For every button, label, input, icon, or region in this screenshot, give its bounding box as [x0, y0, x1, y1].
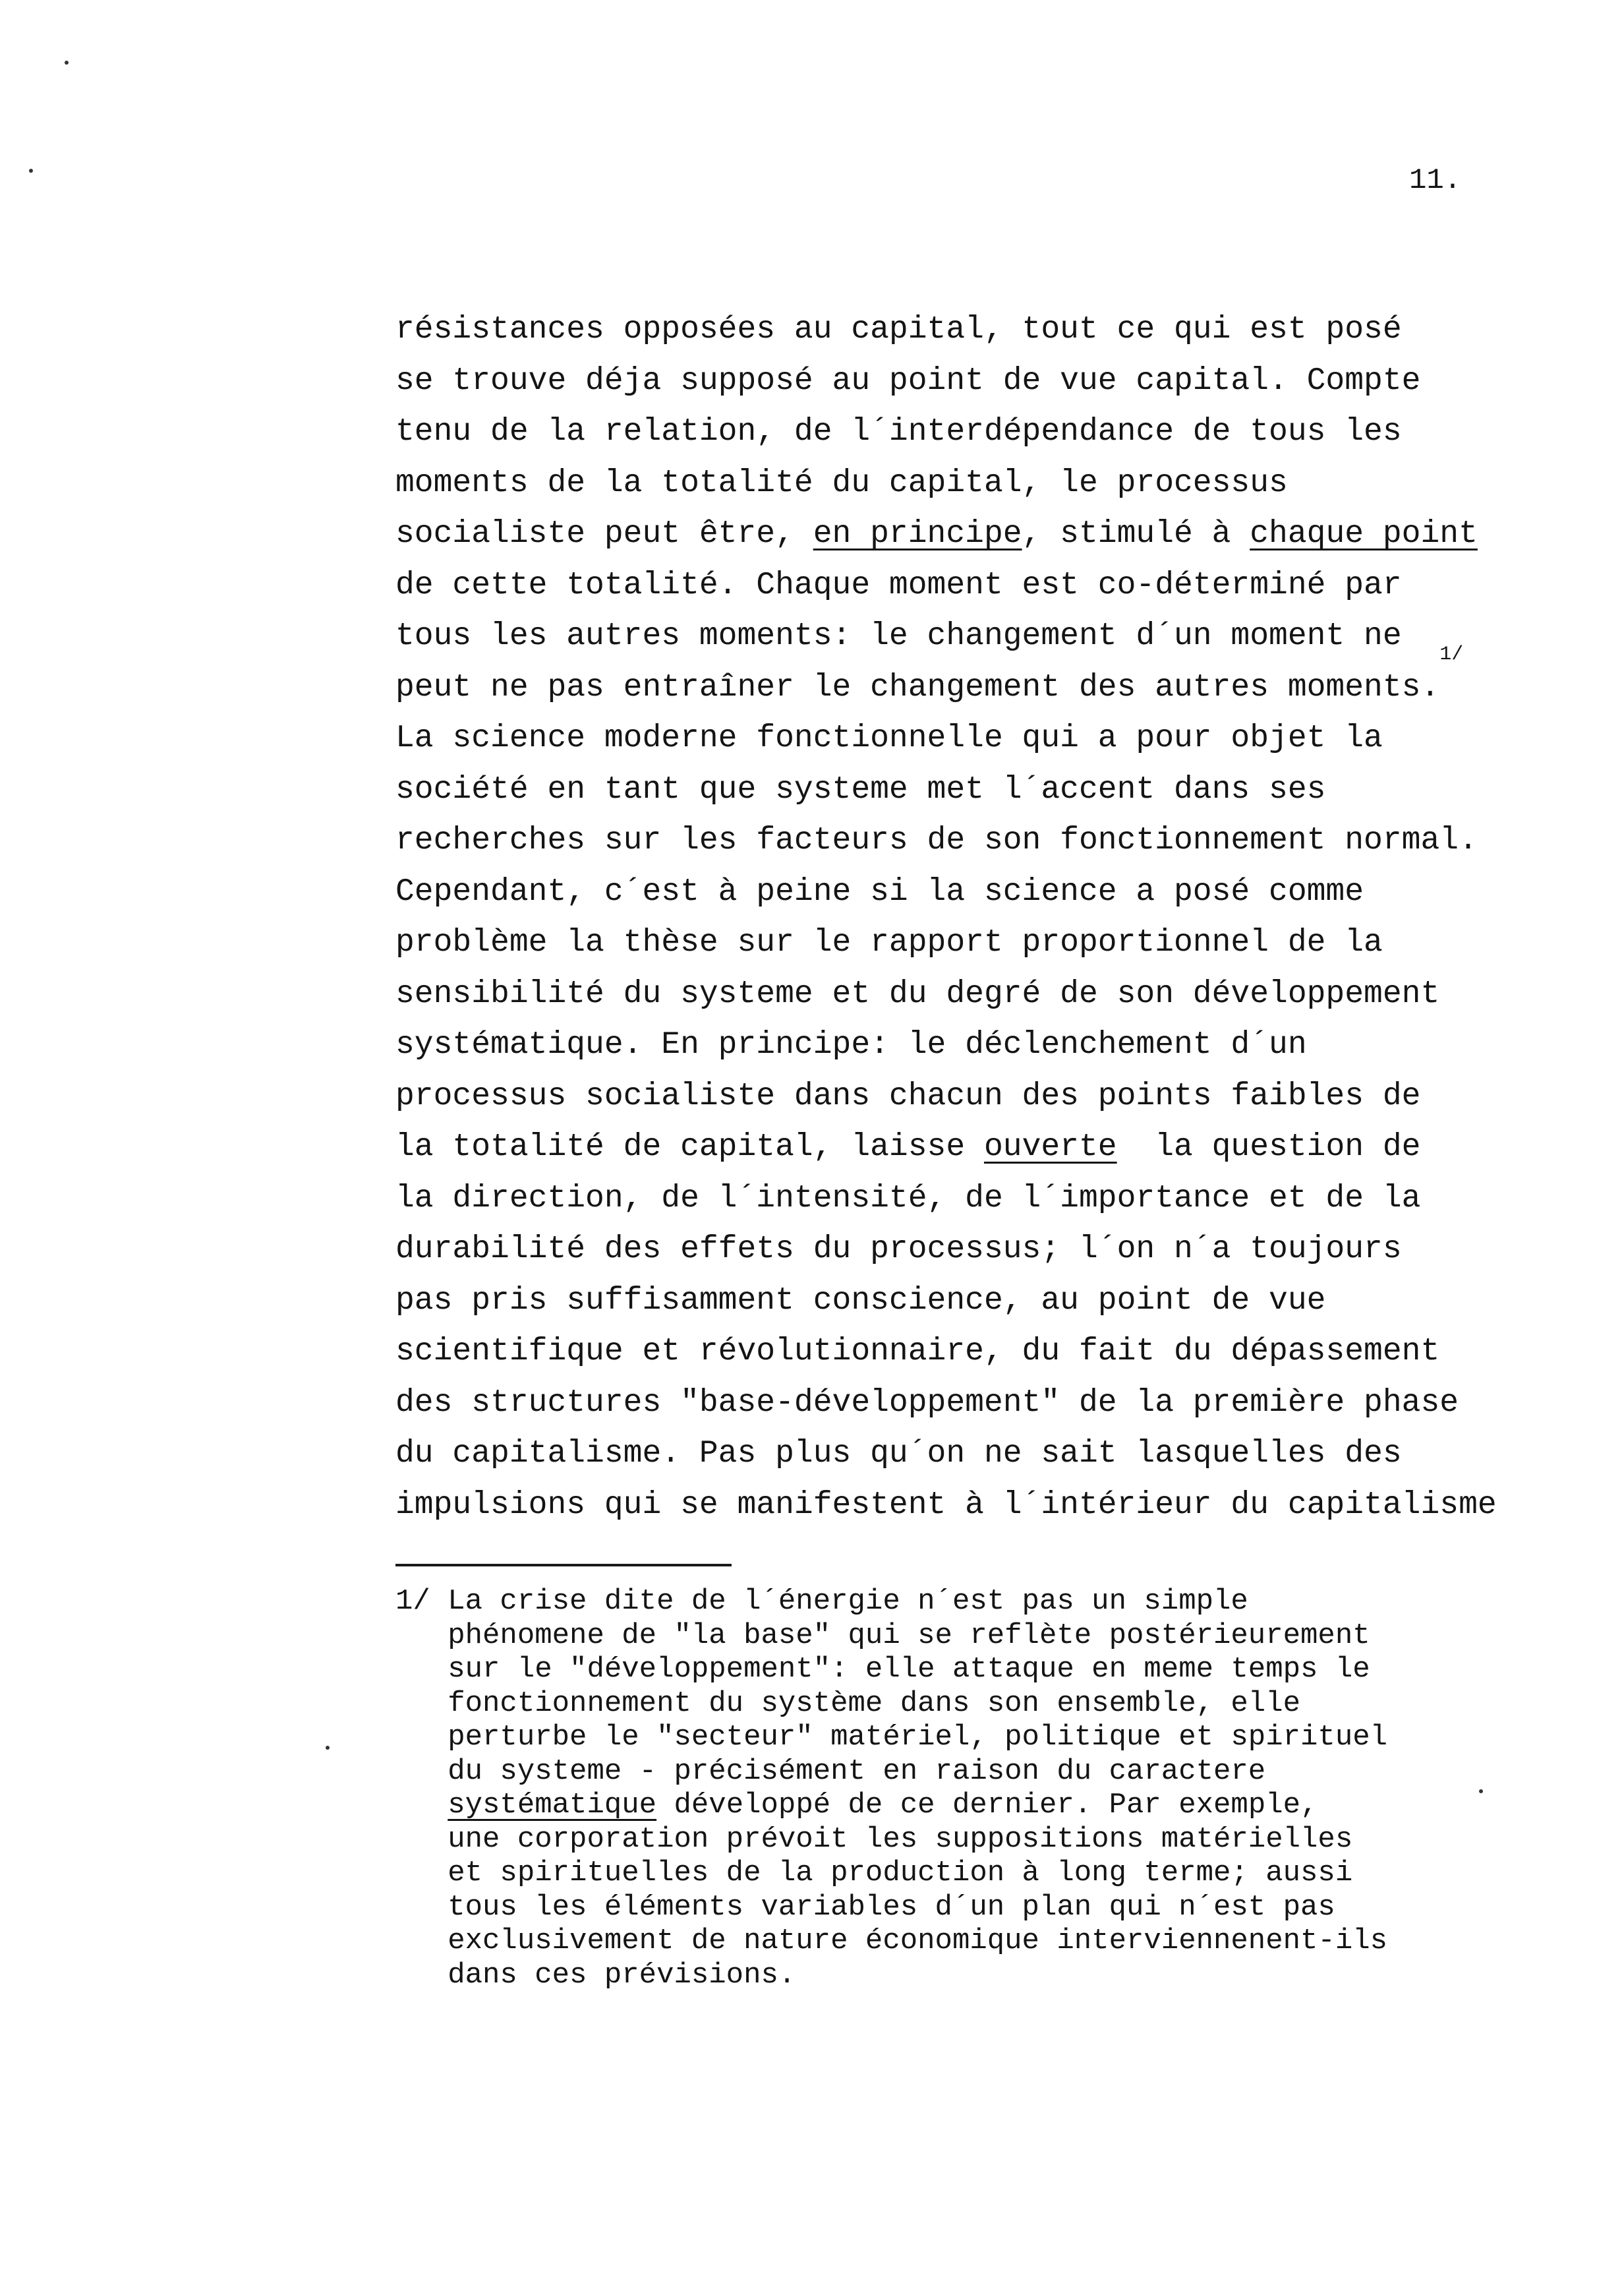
text-segment: la direction, de l´intensité, de l´importance et de la [395, 1180, 1421, 1216]
text-segment: 1/ La crise dite de l´énergie n´est pas un simple [395, 1585, 1248, 1618]
footnote-separator [395, 1564, 732, 1566]
text-segment: perturbe le "secteur" matériel, politique et spirituel [395, 1721, 1388, 1754]
text-segment: recherches sur les facteurs de son fonctionnement normal. [395, 823, 1478, 858]
body-line [395, 1224, 1497, 1276]
scan-speck [29, 169, 33, 173]
text-segment: la question de [1116, 1129, 1421, 1165]
text-segment: , stimulé à [1022, 516, 1250, 552]
text-segment: société en tant que systeme met l´accent dans ses [395, 771, 1326, 808]
body-line [395, 1480, 1497, 1531]
text-segment: sur le "développement": elle attaque en meme temps le [395, 1653, 1370, 1686]
text-segment: des structures "base-développement" de la première phase [395, 1384, 1459, 1421]
text-segment: sensibilité du systeme et du degré de son développement [395, 976, 1440, 1012]
text-segment: exclusivement de nature économique interviennenent-ils [395, 1924, 1388, 1957]
body-line [395, 305, 1497, 356]
text-segment: une corporation prévoit les suppositions matérielles [395, 1822, 1353, 1856]
footnote-line [395, 1619, 1387, 1653]
body-line [395, 560, 1497, 612]
body-line [395, 816, 1497, 867]
body-line [395, 1020, 1497, 1071]
text-segment: impulsions qui se manifestent à l´intérieur du capitalisme [395, 1487, 1497, 1523]
text-segment: résistances opposées au capital, tout ce qui est posé [395, 312, 1402, 347]
body-text [395, 305, 1497, 1531]
body-line [395, 458, 1497, 510]
footnote-line [395, 1789, 1387, 1823]
body-line [395, 1326, 1497, 1378]
body-line [395, 867, 1497, 918]
footnote-line [395, 1721, 1387, 1755]
text-segment: tous les autres moments: le changement d´un moment ne [395, 618, 1402, 654]
text-segment: se trouve déja supposé au point de vue capital. Compte [395, 363, 1421, 399]
body-line [395, 1429, 1497, 1480]
footnote-line [395, 1857, 1387, 1891]
footnote-line [395, 1823, 1387, 1857]
footnote-line [395, 1585, 1387, 1619]
body-line [395, 509, 1497, 560]
text-segment [395, 1789, 448, 1822]
text-segment: la totalité de capital, laisse [395, 1129, 984, 1165]
body-line [395, 969, 1497, 1021]
body-line [395, 765, 1497, 816]
footnote-line [395, 1755, 1387, 1789]
text-segment: La science moderne fonctionnelle qui a pour objet la [395, 721, 1383, 756]
text-segment: problème la thèse sur le rapport proportionnel de la [395, 925, 1383, 961]
body-line [395, 1276, 1497, 1327]
text-segment: phénomene de "la base" qui se reflète postérieurement [395, 1619, 1370, 1652]
text-segment: Cependant, c´est à peine si la science a posé comme [395, 874, 1364, 910]
text-segment: développé de ce dernier. Par exemple, [656, 1789, 1318, 1822]
scan-speck [65, 61, 69, 65]
footnote-line [395, 1959, 1387, 1993]
underlined-text: chaque point [1250, 516, 1478, 552]
text-segment: du systeme - précisément en raison du caractere [395, 1754, 1266, 1788]
text-segment: tenu de la relation, de l´interdépendance de tous les [395, 414, 1402, 450]
footnote-line [395, 1653, 1387, 1687]
footnote-line [395, 1687, 1387, 1721]
footnote-line [395, 1924, 1387, 1959]
body-line [395, 1174, 1497, 1225]
body-line [395, 356, 1497, 407]
scan-speck [1479, 1789, 1483, 1793]
body-line [395, 1071, 1497, 1123]
footnote-line [395, 1891, 1387, 1925]
text-segment: processus socialiste dans chacun des points faibles de [395, 1078, 1421, 1114]
text-segment: socialiste peut être, [395, 516, 813, 552]
body-line [395, 1378, 1497, 1429]
body-line [395, 611, 1497, 663]
underlined-text: ouverte [983, 1129, 1117, 1165]
underlined-text: systématique [448, 1789, 657, 1822]
text-segment: et spirituelles de la production à long terme; aussi [395, 1857, 1353, 1889]
text-segment: moments de la totalité du capital, le processus [395, 465, 1288, 501]
text-segment: du capitalisme. Pas plus qu´on ne sait lasquelles des [395, 1436, 1402, 1472]
page-number: 11. [1409, 164, 1462, 197]
body-line [395, 713, 1497, 765]
text-segment: de cette totalité. Chaque moment est co-déterminé par [395, 567, 1402, 603]
text-segment: scientifique et révolutionnaire, du fait du dépassement [395, 1334, 1440, 1369]
body-line [395, 918, 1497, 969]
text-segment: peut ne pas entraîner le changement des autres moments. [395, 669, 1440, 705]
text-segment: pas pris suffisamment conscience, au point de vue [395, 1282, 1326, 1319]
footnote [395, 1585, 1387, 1992]
text-segment: tous les éléments variables d´un plan qui n´est pas [395, 1890, 1335, 1924]
body-line [395, 643, 1497, 714]
scan-speck [326, 1746, 330, 1750]
body-line [395, 407, 1497, 458]
text-segment: fonctionnement du système dans son ensemble, elle [395, 1686, 1301, 1720]
underlined-text: en principe [813, 516, 1022, 552]
footnote-reference: 1/ [1439, 643, 1464, 666]
text-segment: durabilité des effets du processus; l´on n´a toujours [395, 1232, 1402, 1267]
body-line [395, 1122, 1497, 1174]
text-segment: dans ces prévisions. [395, 1958, 796, 1992]
text-segment: systématique. En principe: le déclenchement d´un [395, 1027, 1307, 1063]
